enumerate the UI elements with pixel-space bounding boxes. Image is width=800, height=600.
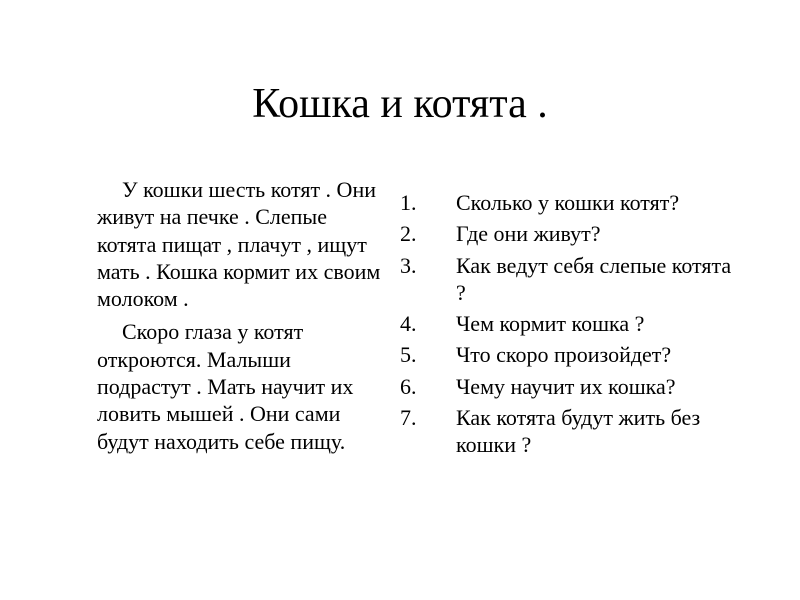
question-number: 6.: [400, 373, 417, 399]
question-text: Чему научит их кошка?: [456, 373, 676, 399]
question-item: [400, 341, 745, 368]
question-item: [400, 310, 745, 337]
question-item: [400, 373, 745, 400]
slide-title: Кошка и котята .: [252, 81, 548, 127]
question-text: Как ведут себя слепые котята ?: [456, 252, 732, 305]
question-number: 1.: [400, 190, 417, 215]
story-paragraph: Скоро глаза у котят откроются. Малыши подрастут . Мать научит их ловить мышей . Они сами будут находить себе пищу.: [97, 319, 354, 454]
question-number: 3.: [400, 252, 417, 278]
question-item: [400, 189, 745, 216]
question-item: [400, 220, 745, 247]
story-text: [97, 176, 387, 455]
question-text: Где они живут?: [456, 221, 601, 247]
question-item: [400, 252, 745, 307]
question-text: Что скоро произойдет?: [456, 342, 672, 368]
question-text: Чем кормит кошка ?: [456, 311, 645, 337]
question-number: 2.: [400, 221, 417, 247]
question-number: 5.: [400, 342, 417, 368]
story-paragraph: У кошки шесть котят . Они живут на печке . Слепые котята пищат , плачут , ищут мать . Кошка кормит их своим молоком .: [97, 177, 381, 312]
question-list: [400, 189, 745, 463]
question-text: Как котята будут жить без кошки ?: [456, 405, 701, 458]
question-number: 4.: [400, 311, 417, 337]
question-text: Сколько у кошки котят?: [456, 190, 680, 215]
question-item: [400, 404, 745, 459]
question-number: 7.: [400, 405, 417, 431]
